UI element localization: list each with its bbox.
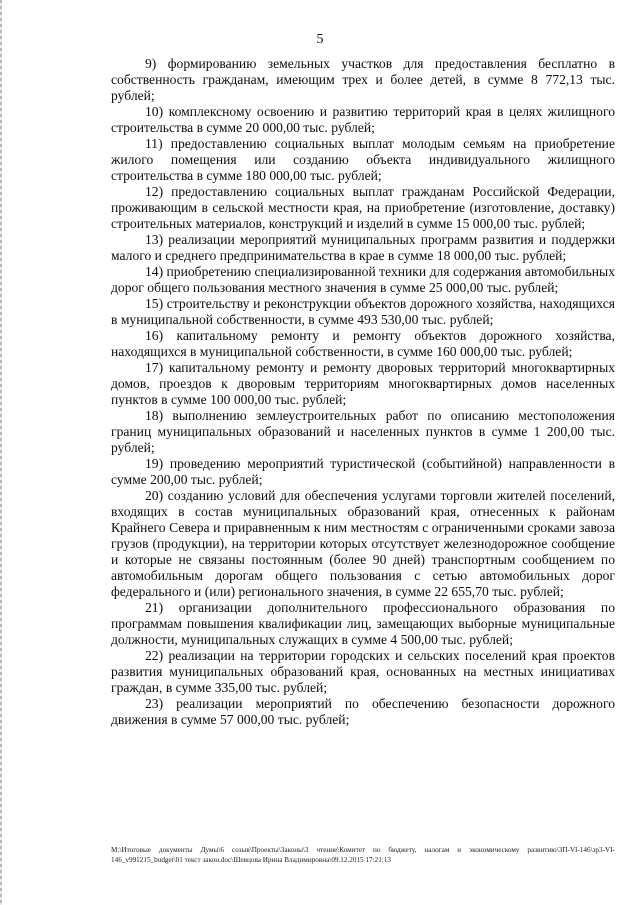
list-item: 21) организации дополнительного профессионального образования по программам повышения квалификации лиц, замещающих выборные муниципальные должности, муниципальных служащих в сумме 4 500,00 тыс. рублей; bbox=[111, 600, 615, 647]
list-item: 17) капитальному ремонту и ремонту дворовых территорий многоквартирных домов, проездов к дворовым территориям многоквартирных домов населенных пунктов в сумме 100 000,00 тыс. рублей; bbox=[111, 360, 615, 407]
file-path-footer: М:\Итоговые документы Думы\6 созыв\Проекты\Законы\3 чтение\Комитет по бюджету, налогам и экономическому развитию\ЗП-VI-146\зр3-VI-146_v991215_budget\01 текст закон.doc\Шевцова Ирина Владимировна\09.12.2015 17:21:13 bbox=[111, 846, 615, 864]
list-item: 9) формированию земельных участков для предоставления бесплатно в собственность гражданам, имеющим трех и более детей, в сумме 8 772,13 тыс. рублей; bbox=[111, 56, 615, 103]
scan-edge bbox=[0, 0, 2, 905]
list-item: 16) капитальному ремонту и ремонту объектов дорожного хозяйства, находящихся в муниципальной собственности, в сумме 160 000,00 тыс. рублей; bbox=[111, 328, 615, 359]
list-item: 14) приобретению специализированной техники для содержания автомобильных дорог общего пользования местного значения в сумме 25 000,00 тыс. рублей; bbox=[111, 264, 615, 295]
list-item: 13) реализации мероприятий муниципальных программ развития и поддержки малого и среднего предпринимательства в крае в сумме 18 000,00 тыс. рублей; bbox=[111, 232, 615, 263]
list-item: 19) проведению мероприятий туристической (событийной) направленности в сумме 200,00 тыс. рублей; bbox=[111, 456, 615, 487]
list-item: 11) предоставлению социальных выплат молодым семьям на приобретение жилого помещения или созданию объекта индивидуального жилищного строительства в сумме 180 000,00 тыс. рублей; bbox=[111, 136, 615, 183]
page-number: 5 bbox=[316, 32, 324, 47]
list-item: 23) реализации мероприятий по обеспечению безопасности дорожного движения в сумме 57 000,00 тыс. рублей; bbox=[111, 696, 615, 727]
list-item: 22) реализации на территории городских и сельских поселений края проектов развития муниципальных образований края, основанных на местных инициативах граждан, в сумме 335,00 тыс. рублей; bbox=[111, 648, 615, 695]
list-item: 12) предоставлению социальных выплат гражданам Российской Федерации, проживающим в сельской местности края, на приобретение (изготовление, доставку) строительных материалов, конструкций и изделий в сумме 15 000,00 тыс. рублей; bbox=[111, 184, 615, 231]
list-item: 18) выполнению землеустроительных работ по описанию местоположения границ муниципальных образований и населенных пунктов в сумме 1 200,00 тыс. рублей; bbox=[111, 408, 615, 455]
document-body bbox=[111, 56, 615, 728]
list-item: 15) строительству и реконструкции объектов дорожного хозяйства, находящихся в муниципальной собственности, в сумме 493 530,00 тыс. рублей; bbox=[111, 296, 615, 327]
list-item: 20) созданию условий для обеспечения услугами торговли жителей поселений, входящих в состав муниципальных образований края, отнесенных к районам Крайнего Севера и приравненным к ним местностям с ограниченными сроками завоза грузов (продукции), на территории которых отсутствует железнодорожное сообщение и которые не связаны постоянным (более 90 дней) транспортным сообщением по автомобильным дорогам общего пользования с сетью автомобильных дорог федерального и (или) регионального значения, в сумме 22 655,70 тыс. рублей; bbox=[111, 488, 615, 599]
list-item: 10) комплексному освоению и развитию территорий края в целях жилищного строительства в сумме 20 000,00 тыс. рублей; bbox=[111, 104, 615, 135]
